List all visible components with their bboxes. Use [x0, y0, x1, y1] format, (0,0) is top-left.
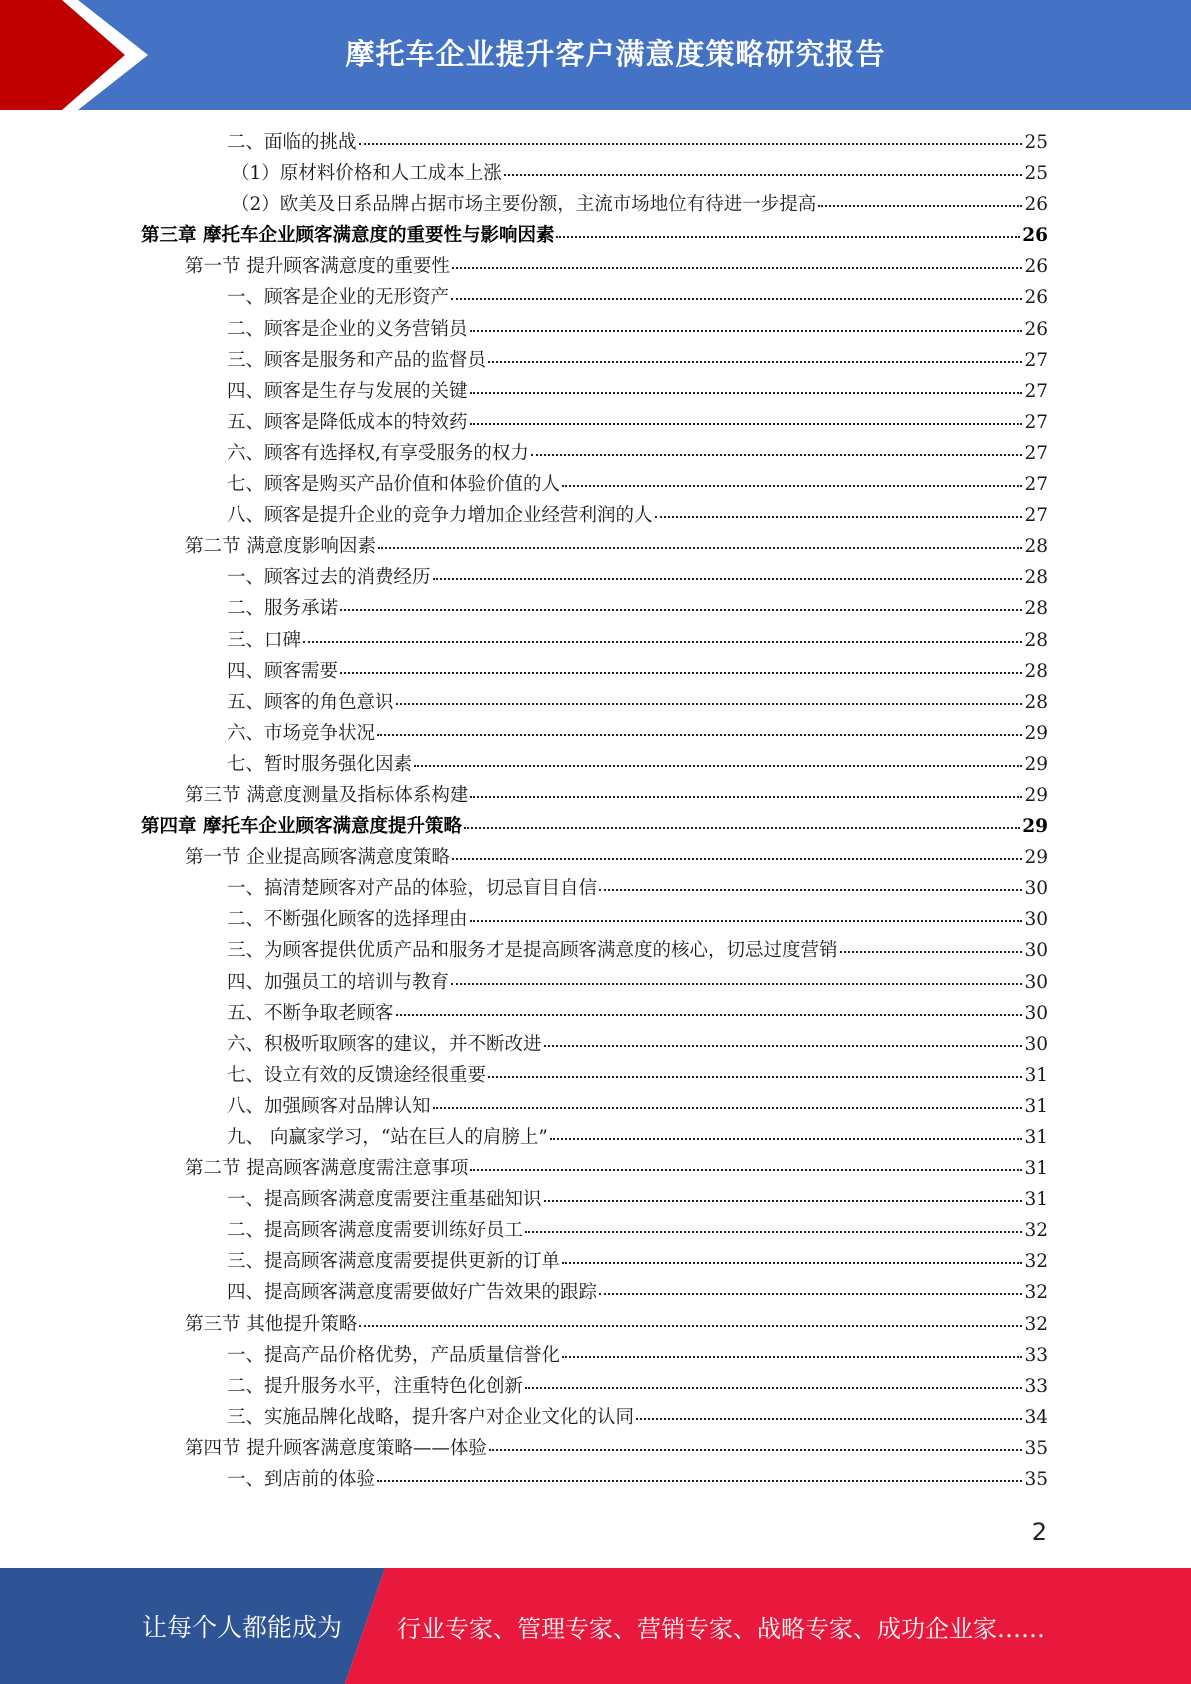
- toc-page-number: 30: [1024, 1002, 1048, 1024]
- toc-page-number: 25: [1024, 132, 1048, 153]
- dot-leader: [470, 796, 1022, 798]
- dot-leader: [599, 889, 1022, 891]
- toc-page-number: 28: [1024, 660, 1048, 682]
- dot-leader: [433, 578, 1023, 580]
- toc-page-number: 26: [1024, 287, 1048, 309]
- toc-entry-title: 二、提升服务水平，注重特色化创新: [227, 1375, 524, 1397]
- toc-page-number: 28: [1024, 629, 1048, 651]
- toc-item[interactable]: [141, 1123, 1048, 1154]
- dot-leader: [464, 827, 1020, 829]
- toc-entry-title: 一、搞清楚顾客对产品的体验，切忌盲目自信: [227, 878, 598, 900]
- dot-leader: [562, 1356, 1022, 1358]
- toc-item[interactable]: [141, 563, 1048, 594]
- toc-item[interactable]: [141, 1341, 1048, 1372]
- toc-item[interactable]: [141, 1061, 1048, 1092]
- toc-item[interactable]: [141, 315, 1048, 346]
- dot-leader: [377, 734, 1022, 736]
- dot-leader: [818, 205, 1022, 207]
- dot-leader: [636, 1418, 1022, 1420]
- toc-entry-title: 二、面临的挑战: [227, 132, 357, 153]
- dot-leader: [655, 516, 1023, 518]
- dot-leader: [470, 1169, 1022, 1171]
- toc-entry-title: 第四节 提升顾客满意度策略——体验: [185, 1437, 487, 1459]
- toc-page-number: 32: [1024, 1220, 1048, 1242]
- dot-leader: [525, 1231, 1022, 1233]
- dot-leader: [562, 485, 1022, 487]
- toc-page-number: 28: [1024, 567, 1048, 589]
- toc-entry-title: 七、暂时服务强化因素: [227, 753, 413, 775]
- dot-leader: [531, 454, 1023, 456]
- toc-item[interactable]: [141, 128, 1048, 159]
- dot-leader: [562, 1262, 1022, 1264]
- toc-item[interactable]: [141, 1372, 1048, 1403]
- toc-entry-title: 一、提高顾客满意度需要注重基础知识: [227, 1189, 542, 1211]
- toc-item[interactable]: [141, 750, 1048, 781]
- page-number: 2: [1031, 1518, 1047, 1546]
- toc-entry-title: 三、口碑: [227, 629, 302, 651]
- dot-leader: [504, 174, 1023, 176]
- dot-leader: [525, 1387, 1022, 1389]
- toc-item[interactable]: [141, 1247, 1048, 1278]
- toc-entry-title: 第一节 企业提高顾客满意度策略: [185, 847, 450, 869]
- toc-item[interactable]: [141, 968, 1048, 999]
- page-header: [0, 0, 1191, 110]
- toc-entry-title: 九、 向赢家学习，“站在巨人的肩膀上”: [227, 1127, 548, 1148]
- toc-entry-title: 三、实施品牌化战略，提升客户对企业文化的认同: [227, 1406, 635, 1428]
- dot-leader: [599, 1293, 1022, 1295]
- toc-page-number: 27: [1024, 411, 1048, 433]
- dot-leader: [488, 361, 1022, 363]
- toc-entry-title: 第一节 提升顾客满意度的重要性: [185, 256, 450, 278]
- toc-page-number: 31: [1024, 1064, 1048, 1086]
- toc-page-number: 31: [1024, 1127, 1048, 1148]
- toc-section[interactable]: [141, 843, 1048, 874]
- dot-leader: [359, 1325, 1022, 1327]
- toc-item[interactable]: [141, 1092, 1048, 1123]
- toc-page-number: 26: [1024, 318, 1048, 340]
- toc-item[interactable]: [141, 688, 1048, 719]
- toc-page-number: 32: [1024, 1251, 1048, 1273]
- dot-leader: [378, 547, 1023, 549]
- toc-item[interactable]: [141, 999, 1048, 1030]
- table-of-contents: [141, 128, 1048, 1496]
- toc-entry-title: 第三章 摩托车企业顾客满意度的重要性与影响因素: [141, 225, 555, 247]
- toc-item[interactable]: [141, 657, 1048, 688]
- toc-entry-title: （1）原材料价格和人工成本上涨: [231, 163, 502, 185]
- dot-leader: [470, 920, 1023, 922]
- toc-page-number: 25: [1024, 163, 1048, 185]
- toc-entry-title: 四、加强员工的培训与教育: [227, 971, 450, 993]
- dot-leader: [544, 1200, 1023, 1202]
- toc-page-number: 27: [1024, 474, 1048, 496]
- toc-page-number: 32: [1024, 1282, 1048, 1304]
- toc-page-number: 26: [1024, 256, 1048, 278]
- dot-leader: [451, 983, 1022, 985]
- toc-entry-title: 二、顾客是企业的义务营销员: [227, 318, 468, 340]
- toc-entry-title: 二、提高顾客满意度需要训练好员工: [227, 1220, 524, 1242]
- dot-leader: [451, 298, 1022, 300]
- toc-page-number: 29: [1024, 784, 1048, 806]
- dot-leader: [377, 1480, 1022, 1482]
- toc-entry-title: 第二节 满意度影响因素: [185, 536, 376, 558]
- toc-page-number: 29: [1024, 722, 1048, 744]
- toc-entry-title: 第四章 摩托车企业顾客满意度提升策略: [141, 816, 462, 838]
- dot-leader: [544, 1045, 1023, 1047]
- toc-page-number: 29: [1024, 753, 1048, 775]
- toc-item[interactable]: [141, 594, 1048, 625]
- toc-page-number: 30: [1024, 878, 1048, 900]
- dot-leader: [840, 951, 1023, 953]
- toc-item[interactable]: [141, 1465, 1048, 1496]
- toc-item[interactable]: [141, 936, 1048, 967]
- dot-leader: [488, 1076, 1022, 1078]
- toc-section[interactable]: [141, 1154, 1048, 1185]
- dot-leader: [550, 1138, 1023, 1140]
- toc-entry-title: 六、积极听取顾客的建议，并不断改进: [227, 1033, 542, 1055]
- toc-item[interactable]: [141, 470, 1048, 501]
- toc-item[interactable]: [141, 719, 1048, 750]
- toc-item[interactable]: [141, 626, 1048, 657]
- toc-page-number: 34: [1024, 1406, 1048, 1428]
- dot-leader: [414, 765, 1022, 767]
- toc-page-number: 30: [1024, 909, 1048, 931]
- dot-leader: [556, 236, 1020, 238]
- toc-section[interactable]: [141, 1310, 1048, 1341]
- toc-entry-title: 五、顾客的角色意识: [227, 691, 394, 713]
- dot-leader: [396, 703, 1023, 705]
- toc-entry-title: 一、顾客过去的消费经历: [227, 567, 431, 589]
- toc-item[interactable]: [141, 439, 1048, 470]
- toc-page-number: 27: [1024, 349, 1048, 371]
- toc-item[interactable]: [141, 1030, 1048, 1061]
- toc-page-number: 28: [1024, 536, 1048, 558]
- toc-page-number: 32: [1024, 1313, 1048, 1335]
- toc-page-number: 30: [1024, 971, 1048, 993]
- toc-item[interactable]: [141, 501, 1048, 532]
- toc-page-number: 35: [1024, 1469, 1048, 1491]
- toc-page-number: 26: [1024, 194, 1048, 216]
- toc-entry-title: （2）欧美及日系品牌占据市场主要份额，主流市场地位有待进一步提高: [231, 194, 817, 216]
- toc-page-number: 30: [1024, 940, 1048, 962]
- toc-entry-title: 六、市场竞争状况: [227, 722, 376, 744]
- toc-section[interactable]: [141, 532, 1048, 563]
- dot-leader: [396, 1014, 1023, 1016]
- toc-page-number: 33: [1024, 1344, 1048, 1366]
- dot-leader: [489, 1449, 1023, 1451]
- toc-entry-title: 二、不断强化顾客的选择理由: [227, 909, 468, 931]
- toc-entry-title: 三、提高顾客满意度需要提供更新的订单: [227, 1251, 561, 1273]
- dot-leader: [340, 672, 1022, 674]
- toc-chapter[interactable]: [141, 812, 1048, 843]
- toc-page-number: 29: [1024, 847, 1048, 869]
- toc-section[interactable]: [141, 1434, 1048, 1465]
- toc-item[interactable]: [141, 1403, 1048, 1434]
- page-footer: [0, 1568, 1191, 1684]
- toc-entry-title: 四、提高顾客满意度需要做好广告效果的跟踪: [227, 1282, 598, 1304]
- toc-page-number: 31: [1024, 1095, 1048, 1117]
- toc-entry-title: 一、到店前的体验: [227, 1469, 376, 1491]
- toc-entry-title: 八、加强顾客对品牌认知: [227, 1095, 431, 1117]
- toc-item[interactable]: [141, 377, 1048, 408]
- toc-item[interactable]: [141, 190, 1048, 221]
- toc-page-number: 31: [1024, 1158, 1048, 1180]
- dot-leader: [340, 609, 1022, 611]
- toc-page-number: 28: [1024, 598, 1048, 620]
- toc-page-number: 30: [1024, 1033, 1048, 1055]
- toc-item[interactable]: [141, 1278, 1048, 1309]
- toc-entry-title: 六、顾客有选择权,有享受服务的权力: [227, 442, 529, 464]
- dot-leader: [303, 641, 1022, 643]
- toc-item[interactable]: [141, 283, 1048, 314]
- toc-entry-title: 五、顾客是降低成本的特效药: [227, 411, 468, 433]
- toc-item[interactable]: [141, 905, 1048, 936]
- toc-item[interactable]: [141, 408, 1048, 439]
- toc-section[interactable]: [141, 781, 1048, 812]
- toc-entry-title: 第二节 提高顾客满意度需注意事项: [185, 1158, 469, 1180]
- footer-slogan-right: 行业专家、管理专家、营销专家、战略专家、成功企业家……: [397, 1614, 1045, 1643]
- toc-page-number: 27: [1024, 380, 1048, 402]
- toc-item[interactable]: [141, 1185, 1048, 1216]
- toc-item[interactable]: [141, 159, 1048, 190]
- dot-leader: [470, 423, 1023, 425]
- toc-page-number: 28: [1024, 691, 1048, 713]
- toc-entry-title: 一、顾客是企业的无形资产: [227, 287, 450, 309]
- toc-entry-title: 一、提高产品价格优势，产品质量信誉化: [227, 1344, 561, 1366]
- toc-entry-title: 第三节 满意度测量及指标体系构建: [185, 784, 469, 806]
- toc-item[interactable]: [141, 874, 1048, 905]
- toc-page-number: 29: [1022, 816, 1048, 838]
- toc-page-number: 35: [1024, 1437, 1048, 1459]
- dot-leader: [470, 330, 1023, 332]
- toc-item[interactable]: [141, 346, 1048, 377]
- toc-entry-title: 第三节 其他提升策略: [185, 1313, 358, 1335]
- report-title: 摩托车企业提升客户满意度策略研究报告: [345, 36, 886, 71]
- toc-section[interactable]: [141, 252, 1048, 283]
- dot-leader: [359, 143, 1023, 145]
- toc-entry-title: 七、设立有效的反馈途经很重要: [227, 1064, 487, 1086]
- toc-page-number: 27: [1024, 442, 1048, 464]
- chevron-arrow-icon: [0, 0, 160, 110]
- toc-entry-title: 三、顾客是服务和产品的监督员: [227, 349, 487, 371]
- toc-entry-title: 八、顾客是提升企业的竞争力增加企业经营利润的人: [227, 505, 653, 527]
- toc-page-number: 26: [1022, 225, 1048, 247]
- dot-leader: [433, 1107, 1023, 1109]
- toc-entry-title: 七、顾客是购买产品价值和体验价值的人: [227, 474, 561, 496]
- toc-entry-title: 五、不断争取老顾客: [227, 1002, 394, 1024]
- toc-page-number: 33: [1024, 1375, 1048, 1397]
- toc-page-number: 31: [1024, 1189, 1048, 1211]
- dot-leader: [452, 858, 1023, 860]
- footer-slogan-left: 让每个人都能成为: [142, 1613, 343, 1642]
- dot-leader: [452, 267, 1023, 269]
- dot-leader: [470, 392, 1023, 394]
- toc-entry-title: 四、顾客需要: [227, 660, 339, 682]
- toc-entry-title: 三、为顾客提供优质产品和服务才是提高顾客满意度的核心，切忌过度营销: [227, 940, 838, 962]
- toc-page-number: 27: [1024, 505, 1048, 527]
- toc-item[interactable]: [141, 1216, 1048, 1247]
- toc-entry-title: 四、顾客是生存与发展的关键: [227, 380, 468, 402]
- toc-chapter[interactable]: [141, 221, 1048, 252]
- toc-entry-title: 二、服务承诺: [227, 598, 339, 620]
